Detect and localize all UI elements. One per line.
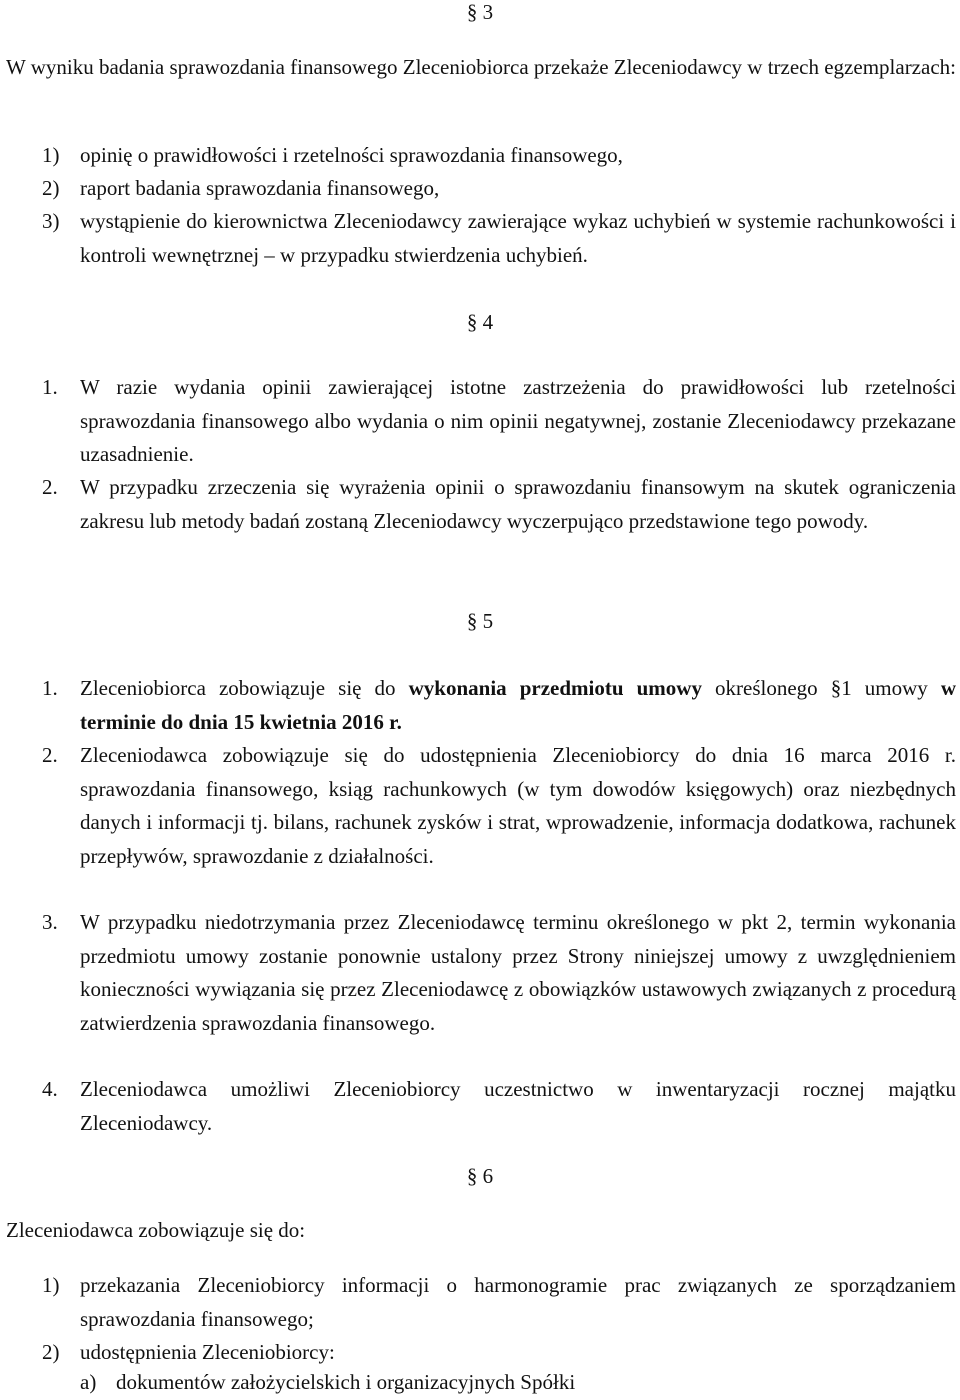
section-6-heading: § 6 [466, 1164, 494, 1188]
list-subitem-letter: a) [80, 1370, 97, 1394]
list-item-number: 1. [42, 676, 58, 700]
list-item-number: 3) [42, 209, 60, 233]
list-item-number: 2) [42, 1340, 60, 1364]
list-item-text: Zleceniodawca umożliwi Zleceniobiorcy uczestnictwo w inwentaryzacji rocznej majątku Zleceniodawcy. [80, 1077, 956, 1135]
list-item [42, 205, 956, 272]
list-item [42, 172, 956, 206]
section-4-heading: § 4 [466, 310, 494, 334]
list-item-number: 2) [42, 176, 60, 200]
list-subitem [80, 1366, 956, 1400]
list-item-text: Zleceniodawca zobowiązuje się do udostępnienia Zleceniobiorcy do dnia 16 marca 2016 r. sprawozdania finansowego, ksiąg rachunkowych (w tym dowodów księgowych) oraz niezbędnych danych i informacji tj. bilans, rachunek zysków i strat, wprowadzenie, informacja dodatkowa, rachunek przepływów, sprawozdanie z działalności. [80, 743, 956, 868]
list-subitem-text: dokumentów założycielskich i organizacyjnych Spółki [116, 1370, 576, 1394]
list-item [42, 906, 956, 1040]
list-item [42, 1269, 956, 1336]
list-item-number: 4. [42, 1077, 58, 1101]
list-item [42, 672, 956, 739]
term-bold-subject: wykonania przedmiotu umowy [408, 676, 702, 700]
list-item-number: 1) [42, 143, 60, 167]
list-item [42, 1073, 956, 1140]
list-item [42, 471, 956, 538]
list-item-text: udostępnienia Zleceniobiorcy: [80, 1340, 335, 1364]
list-item [42, 139, 956, 173]
list-item-number: 2. [42, 743, 58, 767]
section-6-intro: Zleceniodawca zobowiązuje się do: [6, 1218, 306, 1242]
list-item-text: W przypadku niedotrzymania przez Zleceniodawcę terminu określonego w pkt 2, termin wykonania przedmiotu umowy zostanie ponownie ustalony przez Strony niniejszej umowy z uwzględnieniem konieczności wywiązania się przez Zleceniodawcę z obowiązków ustawowych związanych z procedurą zatwierdzenia sprawozdania finansowego. [80, 910, 956, 1035]
list-item [42, 1336, 956, 1370]
term-text-part1: Zleceniobiorca zobowiązuje się do [80, 676, 409, 700]
section-3-intro: W wyniku badania sprawozdania finansowego Zleceniobiorca przekaże Zleceniodawcy w trzech egzemplarzach: [6, 55, 956, 79]
list-item-text [80, 672, 956, 739]
list-item [42, 739, 956, 873]
list-item-text: W razie wydania opinii zawierającej istotne zastrzeżenia do prawidłowości lub rzetelności sprawozdania finansowego albo wydania o nim opinii negatywnej, zostanie Zleceniodawcy przekazane uzasadnienie. [80, 375, 956, 466]
list-item-text: przekazania Zleceniobiorcy informacji o harmonogramie prac związanych ze sporządzaniem sprawozdania finansowego; [80, 1273, 956, 1331]
term-text-part2: określonego §1 umowy [701, 676, 941, 700]
list-item-text: opinię o prawidłowości i rzetelności sprawozdania finansowego, [80, 143, 623, 167]
list-item-number: 2. [42, 475, 58, 499]
section-5-heading: § 5 [466, 609, 494, 633]
list-item-text: raport badania sprawozdania finansowego, [80, 176, 440, 200]
list-item-number: 1. [42, 375, 58, 399]
list-item-number: 3. [42, 910, 58, 934]
list-item-number: 1) [42, 1273, 60, 1297]
list-item [42, 371, 956, 472]
list-item-text: wystąpienie do kierownictwa Zleceniodawcy zawierające wykaz uchybień w systemie rachunkowości i kontroli wewnętrznej – w przypadku stwierdzenia uchybień. [80, 209, 956, 267]
list-item-text: W przypadku zrzeczenia się wyrażenia opinii o sprawozdaniu finansowym na skutek ograniczenia zakresu lub metody badań zostaną Zleceniodawcy wyczerpująco przedstawione tego powody. [80, 475, 956, 533]
section-3-heading: § 3 [466, 0, 494, 24]
term-bold-deadline: w terminie do dnia 15 kwietnia 2016 r. [80, 676, 957, 734]
